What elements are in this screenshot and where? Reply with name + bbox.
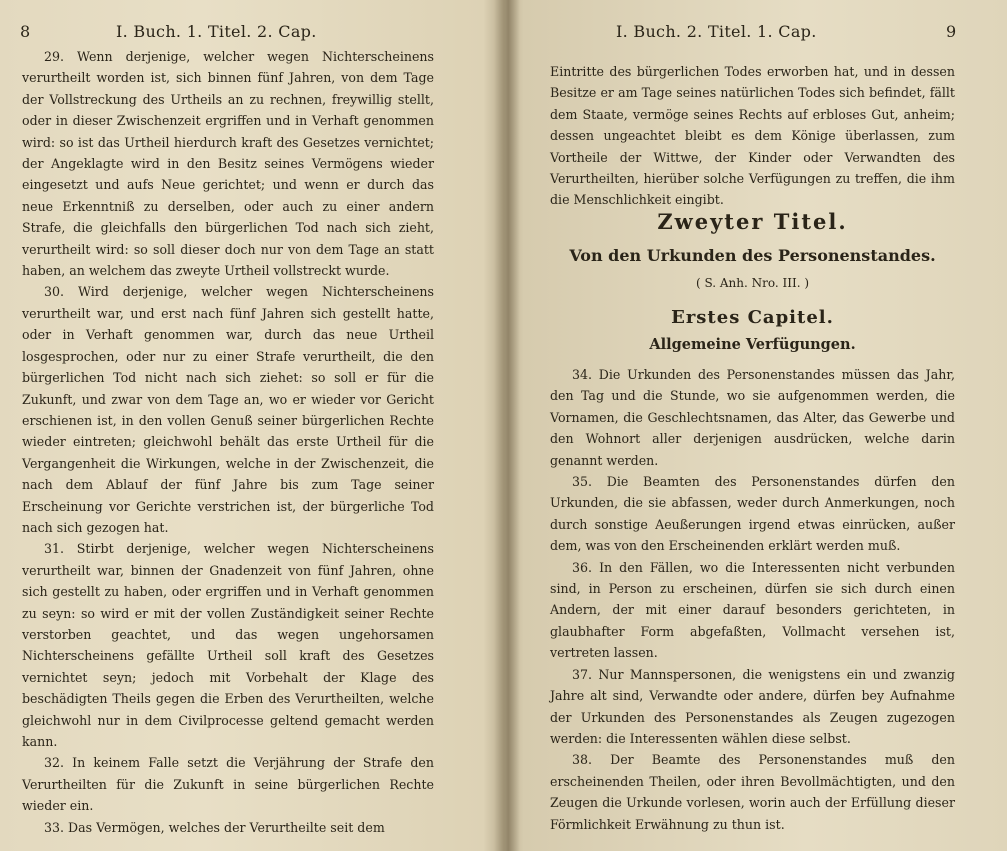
- left-page-text: [22, 46, 434, 838]
- paragraph-30: 30. Wird derjenige, welcher wegen Nichterscheinens verurtheilt war, und erst nach fünf Jahren sich gestellt hatte, oder in Verhaft genommen war, durch das neue Urtheil losgesprochen, oder nur zu einer Strafe verurtheilt, die den bürgerlichen Tod nicht nach sich ziehet: so soll er für die Zukunft, und zwar von dem Tage an, wo er wieder vor Gericht erschienen ist, in den vollen Genuß seiner bürgerlichen Rechte wieder eintreten; gleichwohl behält das erste Urtheil für die Vergangenheit die Wirkungen, welche in der Zwischenzeit, die nach dem Ablauf der fünf Jahre bis zum Tage seiner Erscheinung vor Gerichte verstrichen ist, der bürgerliche Tod nach sich gezogen hat.: [22, 284, 434, 535]
- paragraph-29: 29. Wenn derjenige, welcher wegen Nichterscheinens verurtheilt worden ist, sich binnen fünf Jahren, von dem Tage der Vollstreckung des Urtheils an zu rechnen, freywillig stellt, oder in dieser Zwischenzeit ergriffen und in Verhaft genommen wird: so ist das Urtheil hierdurch kraft des Gesetzes vernichtet; der Angeklagte wird in den Besitz seines Vermögens wieder eingesetzt und aufs Neue gerichtet; und wenn er durch das neue Erkenntniß zu derselben, oder auch zu einer andern Strafe, die gleichfalls den bürgerlichen Tod nach sich zieht, verurtheilt wird: so soll dieser doch nur von dem Tage an statt haben, an welchem das zweyte Urtheil vollstreckt wurde.: [22, 49, 434, 279]
- paragraph-31: 31. Stirbt derjenige, welcher wegen Nichterscheinens verurtheilt war, binnen der Gnadenzeit von fünf Jahren, ohne sich gestellt zu haben, oder ergriffen und in Verhaft genommen zu seyn: so wird er mit der vollen Zuständigkeit seiner Rechte verstorben geachtet, und das wegen ungehorsamen Nichterscheinens gefällte Urtheil soll kraft des Gesetzes vernichtet seyn; jedoch mit Vorbehalt der Klage des beschädigten Theils gegen die Erben des Verurtheilten, welche gleichwohl nur in dem Civilprocesse geltend gemacht werden kann.: [22, 541, 434, 749]
- title-subheading: Von den Urkunden des Personenstandes.: [569, 246, 936, 265]
- paragraph-32: 32. In keinem Falle setzt die Verjährung der Strafe den Verurtheilten für die Zukunft in seine bürgerlichen Rechte wieder ein.: [22, 755, 434, 814]
- paragraph-35: 35. Die Beamten des Personenstandes dürfen den Urkunden, die sie abfassen, weder durch Anmerkungen, noch durch sonstige Aeußerungen irgend etwas einrücken, außer dem, was von den Erscheinenden erklärt werden muß.: [550, 474, 955, 554]
- paragraph-38: 38. Der Beamte des Personenstandes muß den erscheinenden Theilen, oder ihren Bevollmächtigten, und den Zeugen die Urkunde vorlesen, worin auch der Erfüllung dieser Förmlichkeit Erwähnung zu thun ist.: [550, 752, 955, 832]
- left-page: [0, 0, 494, 851]
- paragraph-36: 36. In den Fällen, wo die Interessenten nicht verbunden sind, in Person zu erscheinen, dürfen sie sich durch einen Andern, der mit einer darauf besonders gerichteten, in glaubhafter Form abgefaßten, Vollmacht versehen ist, vertreten lassen.: [550, 559, 955, 661]
- right-page-continuation: [550, 61, 955, 211]
- book-gutter: [494, 0, 520, 851]
- chapter-heading: Erstes Capitel.: [671, 307, 834, 328]
- right-page-text: [550, 364, 955, 835]
- title-heading: Zweyter Titel.: [657, 209, 848, 234]
- appendix-reference: ( S. Anh. Nro. III. ): [695, 276, 810, 290]
- chapter-subheading: Allgemeine Verfügungen.: [649, 336, 856, 353]
- paragraph-37: 37. Nur Mannspersonen, die wenigstens ein und zwanzig Jahre alt sind, Verwandte oder andere, dürfen bey Aufnahme der Urkunden des Personenstandes als Zeugen zugezogen werden: die Interessenten wählen diese selbst.: [550, 666, 955, 746]
- running-head: I. Buch. 1. Titel. 2. Cap.: [116, 22, 317, 41]
- right-page: [520, 0, 1007, 851]
- paragraph-33: 33. Das Vermögen, welches der Verurtheilte seit dem: [44, 819, 385, 835]
- page-number: 8: [20, 22, 31, 41]
- paragraph-34: 34. Die Urkunden des Personenstandes müssen das Jahr, den Tag und die Stunde, wo sie aufgenommen werden, die Vornamen, die Geschlechtsnamen, das Alter, das Gewerbe und den Wohnort aller derjenigen ausdrücken, welche darin genannt werden.: [550, 367, 955, 468]
- page-number: 9: [946, 22, 957, 41]
- running-head: I. Buch. 2. Titel. 1. Cap.: [616, 22, 817, 41]
- paragraph-33-continuation: Eintritte des bürgerlichen Todes erworben hat, und in dessen Besitze er am Tage seines natürlichen Todes sich befindet, fällt dem Staate, vermöge seines Rechts auf erbloses Gut, anheim; dessen ungeachtet bleibt es dem Könige überlassen, zum Vortheile der Wittwe, der Kinder oder Verwandten des Verurtheilten, hierüber solche Verfügungen zu treffen, die ihm die Menschlichkeit eingibt.: [550, 64, 955, 208]
